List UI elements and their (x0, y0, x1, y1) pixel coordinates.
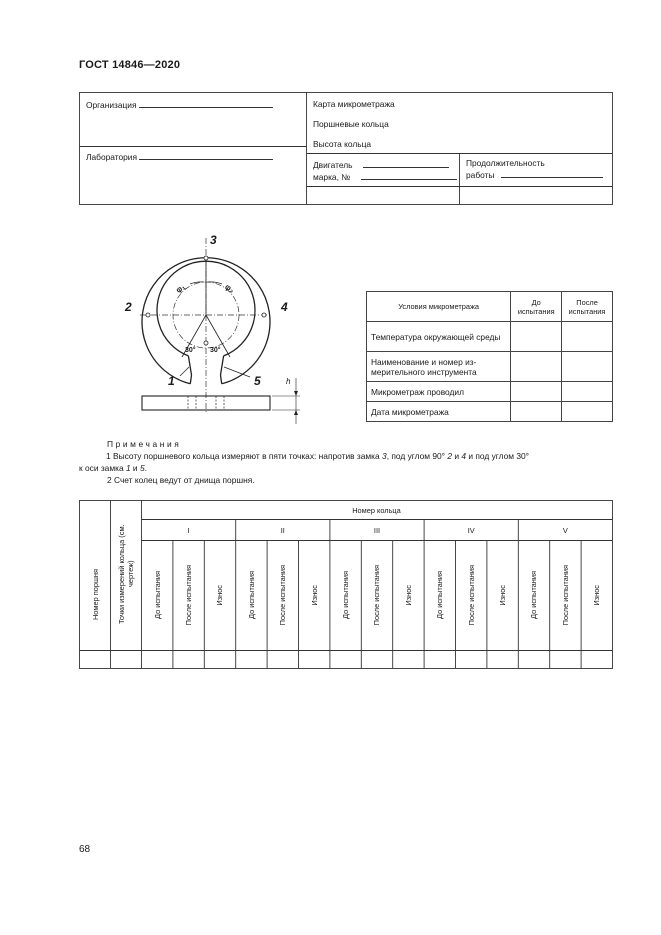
condition-row-label: Наименование и номер из-мерительного инструмента (367, 352, 511, 382)
standard-header: ГОСТ 14846—2020 (79, 59, 181, 71)
engine-field: Двигатель марка, № (313, 158, 457, 182)
sub-column-header: Износ (215, 584, 225, 606)
sub-column-header: Износ (403, 584, 413, 606)
note-1-continuation: к оси замка 1 и 5. (79, 463, 147, 473)
after-test-header: После испытания (562, 292, 613, 322)
point-label-3: 3 (210, 233, 217, 247)
notes-title: Примечания (107, 439, 182, 449)
condition-row-label: Микрометраж проводил (367, 382, 511, 402)
ring-column-header: III (373, 526, 381, 535)
phi1-label: φ₁ (174, 282, 187, 295)
phi2-label: φ₂ (223, 282, 237, 295)
condition-row-label: Дата микрометража (367, 402, 511, 422)
measurement-points-header: Точки измерений кольца (см. чертеж) (117, 524, 135, 624)
point-label-5: 5 (254, 374, 261, 388)
note-2: 2 Счет колец ведут от днища поршня. (107, 475, 255, 485)
ring-column-header: II (280, 526, 285, 535)
laboratory-field: Лаборатория (86, 150, 273, 162)
ring-height-label: Высота кольца (313, 139, 372, 149)
point-label-1: 1 (168, 374, 175, 388)
sub-column-header: До испытания (435, 570, 445, 619)
sub-column-header: До испытания (341, 570, 351, 619)
point-label-2: 2 (125, 300, 132, 314)
note-1: 1 Высоту поршневого кольца измеряют в пяти точках: напротив замка 3, под углом 90° 2 и 4 и под углом 30° (106, 451, 530, 461)
sub-column-header: Износ (592, 584, 602, 606)
sub-column-header: После испытания (278, 564, 288, 626)
angle-label-left: 30° (185, 347, 196, 354)
sub-column-header: До испытания (529, 570, 539, 619)
condition-row-label: Температура окружающей среды (367, 322, 511, 352)
conditions-col-header: Условия микрометража (367, 292, 511, 322)
ring-column-header: IV (467, 526, 475, 535)
before-test-header: До испытания (511, 292, 562, 322)
sub-column-header: Износ (309, 584, 319, 606)
sub-column-header: После испытания (372, 564, 382, 626)
point-label-4: 4 (281, 300, 288, 314)
duration-field: Продолжительность работы (466, 158, 603, 180)
ring-number-header: Номер кольца (352, 506, 401, 515)
sub-column-header: До испытания (246, 570, 256, 619)
sub-column-header: После испытания (466, 564, 476, 626)
ring-column-header: I (187, 526, 190, 535)
card-subtitle: Поршневые кольца (313, 119, 389, 129)
organization-field: Организация (86, 98, 273, 110)
sub-column-header: Износ (498, 584, 508, 606)
sub-column-header: После испытания (184, 564, 194, 626)
height-symbol: h (286, 377, 291, 386)
card-title: Карта микрометража (313, 99, 395, 109)
sub-column-header: После испытания (560, 564, 570, 626)
page-number: 68 (79, 844, 91, 855)
angle-label-right: 30° (210, 347, 221, 354)
sub-column-header: До испытания (152, 570, 162, 619)
ring-column-header: V (562, 526, 568, 535)
piston-number-header: Номер поршня (90, 569, 100, 621)
